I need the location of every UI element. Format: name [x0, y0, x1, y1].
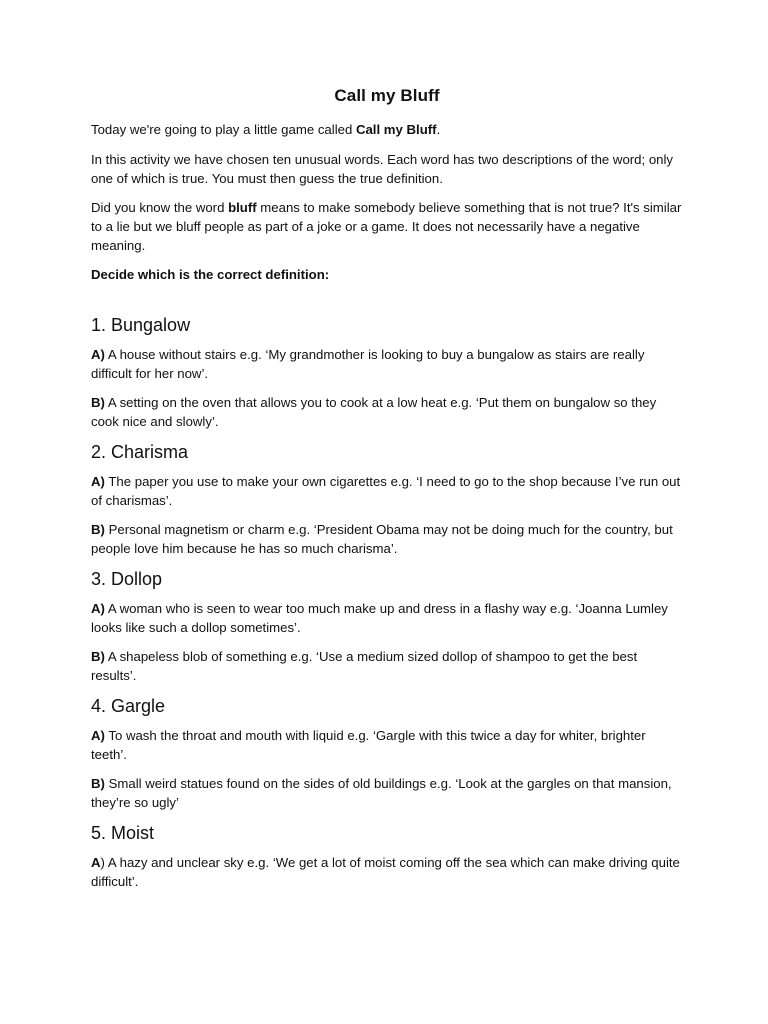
option-label: A): [91, 601, 105, 616]
option-label: A): [91, 728, 105, 743]
option-label: B): [91, 395, 105, 410]
word-section: [91, 441, 683, 558]
option-label: A: [91, 855, 101, 870]
option-text: A setting on the oven that allows you to cook at a low heat e.g. ‘Put them on bungalow so they cook nice and slowly’.: [91, 395, 657, 429]
intro-text: Today we're going to play a little game called: [91, 122, 356, 137]
word-section: [91, 314, 683, 431]
option-text: Small weird statues found on the sides of old buildings e.g. ‘Look at the gargles on that mansion, they’re so ugly’: [91, 776, 672, 810]
option-label: B): [91, 522, 105, 537]
word-heading: 5. Moist: [91, 823, 155, 843]
option-text: Personal magnetism or charm e.g. ‘President Obama may not be doing much for the country, but people love him because he has so much charisma’.: [91, 522, 673, 556]
option-b: [91, 393, 683, 431]
option-a: [91, 853, 683, 891]
option-label: A): [91, 347, 105, 362]
option-text: To wash the throat and mouth with liquid e.g. ‘Gargle with this twice a day for whiter, brighter teeth’.: [91, 728, 646, 762]
option-b: [91, 774, 683, 812]
intro-text: Did you know the word: [91, 200, 229, 215]
intro-paragraph-3: [91, 198, 683, 255]
intro-paragraph-2: In this activity we have chosen ten unusual words. Each word has two descriptions of the word; only one of which is true. You must then guess the true definition.: [91, 152, 674, 186]
option-a: [91, 345, 683, 383]
instruction: Decide which is the correct definition:: [91, 267, 330, 282]
option-label: B): [91, 776, 105, 791]
option-text: A hazy and unclear sky e.g. ‘We get a lot of moist coming off the sea which can make driving quite difficult’.: [91, 855, 680, 889]
option-b: [91, 520, 683, 558]
option-a: [91, 726, 683, 764]
intro-text: .: [436, 122, 441, 137]
option-text: A shapeless blob of something e.g. ‘Use a medium sized dollop of shampoo to get the best results’.: [91, 649, 638, 683]
word-heading: 2. Charisma: [91, 442, 189, 462]
word-heading: 4. Gargle: [91, 696, 166, 716]
option-text: A woman who is seen to wear too much make up and dress in a flashy way e.g. ‘Joanna Lumley looks like such a dollop sometimes’.: [91, 601, 668, 635]
option-a: [91, 599, 683, 637]
document-title: Call my Bluff: [334, 86, 440, 105]
intro-paragraph-1: [91, 120, 683, 139]
option-b: [91, 647, 683, 685]
option-label-tail: ): [100, 855, 105, 870]
word-heading: 3. Dollop: [91, 569, 163, 589]
intro-text: means to make somebody believe something that is not true? It's similar to a lie but we bluff people as part of a joke or a game. It does not necessarily have a negative meaning.: [91, 200, 682, 253]
option-label: B): [91, 649, 105, 664]
option-a: [91, 472, 683, 510]
word-section: [91, 568, 683, 685]
option-text: The paper you use to make your own cigarettes e.g. ‘I need to go to the shop because I’ve run out of charismas’.: [91, 474, 681, 508]
option-text: A house without stairs e.g. ‘My grandmother is looking to buy a bungalow as stairs are really difficult for her now’.: [91, 347, 645, 381]
keyword-bluff: bluff: [228, 200, 257, 215]
game-name: Call my Bluff: [355, 122, 437, 137]
document-page: [91, 86, 683, 901]
word-heading: 1. Bungalow: [91, 315, 191, 335]
word-section: [91, 822, 683, 891]
word-section: [91, 695, 683, 812]
option-label: A): [91, 474, 105, 489]
intro-section: [91, 120, 683, 284]
